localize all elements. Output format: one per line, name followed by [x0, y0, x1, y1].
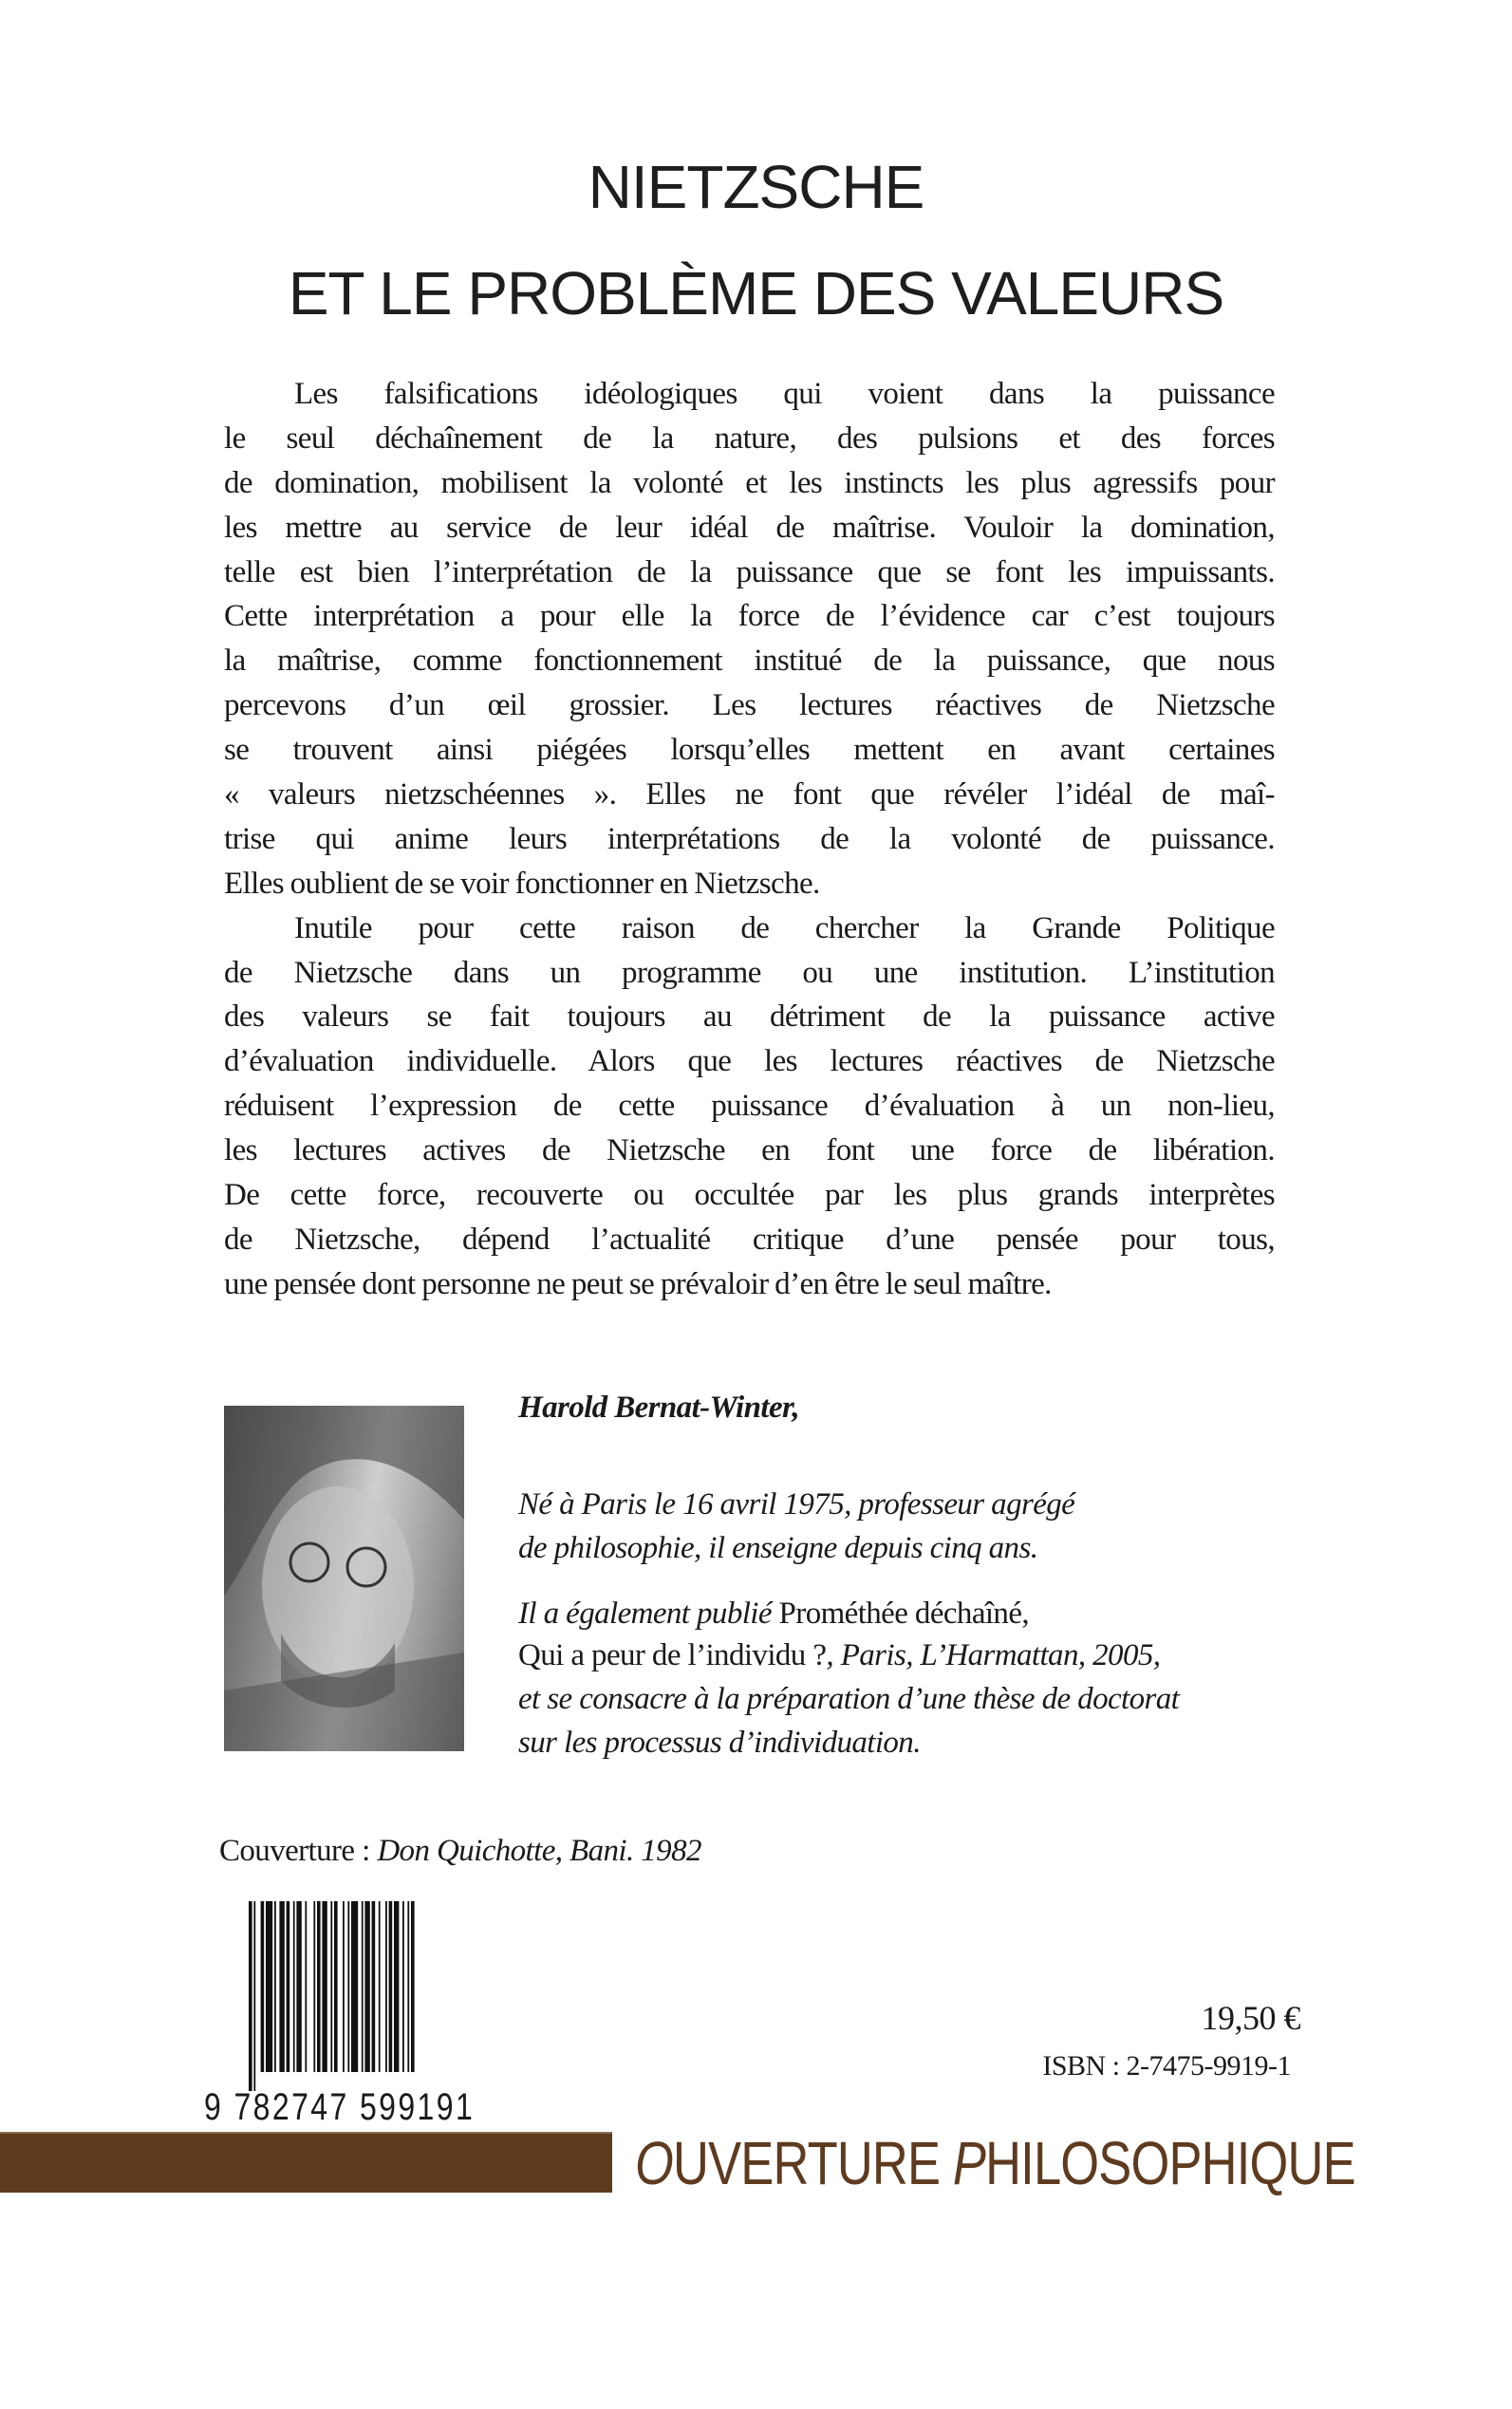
barcode-bar	[274, 1901, 276, 2072]
barcode-bar	[351, 1901, 358, 2072]
blurb-line: de domination, mobilisent la volonté et les instincts les plus agressifs pour	[224, 465, 1275, 500]
blurb-line: Cette interprétation a pour elle la force de l’évidence car c’est toujours	[224, 599, 1275, 634]
author-photo	[224, 1406, 464, 1751]
blurb-line: « valeurs nietzschéennes ». Elles ne font que révéler l’idéal de maî-	[224, 777, 1275, 812]
barcode-bar	[253, 1901, 255, 2091]
cover-credit	[219, 1834, 701, 1869]
series-word: HILOSOPHIQUE	[985, 2129, 1355, 2197]
barcode-bar	[322, 1901, 327, 2072]
series-initial: P	[952, 2129, 986, 2197]
blurb-line: Inutile pour cette raison de chercher la Grande Politique	[294, 910, 1275, 945]
isbn: ISBN : 2-7475-9919-1	[1042, 2050, 1291, 2082]
barcode-bar	[330, 1901, 332, 2072]
barcode-bar	[343, 1901, 345, 2072]
blurb-line: le seul déchaînement de la nature, des pulsions et des forces	[224, 420, 1275, 456]
barcode-digits: 9 782747 599191	[204, 2086, 476, 2128]
barcode-bar	[261, 1901, 265, 2072]
blurb-line: De cette force, recouverte ou occultée par les plus grands interprètes	[224, 1178, 1275, 1213]
barcode-bar	[389, 1901, 393, 2072]
back-cover-blurb	[224, 372, 1275, 1307]
series-word: UVERTURE	[673, 2129, 953, 2197]
blurb-line: réduisent l’expression de cette puissance d’évaluation à un non-lieu,	[224, 1089, 1275, 1124]
barcode-bar	[385, 1901, 387, 2072]
barcode-bar	[266, 1901, 272, 2072]
author-bio-line: Né à Paris le 16 avril 1975, professeur agrégé	[518, 1487, 1075, 1522]
barcode-bar	[411, 1901, 415, 2072]
publication-title: Prométhée déchaîné,	[771, 1597, 1030, 1631]
barcode-bar	[305, 1901, 307, 2072]
blurb-line: Les falsifications idéologiques qui voient dans la puissance	[294, 377, 1275, 411]
series-name	[635, 2128, 1355, 2198]
blurb-line: d’évaluation individuelle. Alors que les lectures réactives de Nietzsche	[224, 1044, 1275, 1079]
barcode-bar	[279, 1901, 284, 2072]
barcode-bar	[402, 1901, 404, 2072]
series-color-band	[0, 2132, 612, 2193]
barcode-bar	[362, 1901, 364, 2072]
price: 19,50 €	[1201, 1999, 1300, 2037]
blurb-line: les mettre au service de leur idéal de maîtrise. Vouloir la domination,	[224, 510, 1275, 545]
publication-details: , Paris, L’Harmattan, 2005,	[826, 1638, 1161, 1672]
blurb-line: percevons d’un œil grossier. Les lectures réactives de Nietzsche	[224, 688, 1275, 723]
cover-credit-work: Don Quichotte, Bani. 1982	[377, 1834, 701, 1868]
author-bio-line: sur les processus d’individuation.	[518, 1726, 921, 1760]
barcode-bar	[249, 1901, 252, 2091]
barcode-bar	[317, 1901, 321, 2072]
author-name: Harold Bernat-Winter,	[518, 1391, 800, 1425]
author-publication-line	[518, 1638, 1160, 1673]
book-title-line-2: ET LE PROBLÈME DES VALEURS	[288, 259, 1224, 327]
blurb-line: des valeurs se fait toujours au détriment de la puissance active	[224, 999, 1275, 1035]
barcode-bar	[372, 1901, 376, 2072]
barcode-bar	[394, 1901, 399, 2072]
blurb-line: une pensée dont personne ne peut se prévaloir d’en être le seul maître.	[224, 1266, 1052, 1301]
blurb-line: telle est bien l’interprétation de la puissance que se font les impuissants.	[224, 554, 1275, 589]
blurb-line: de Nietzsche, dépend l’actualité critique d’une pensée pour tous,	[224, 1222, 1275, 1257]
author-bio-line: de philosophie, il enseigne depuis cinq ans.	[518, 1531, 1038, 1565]
barcode-bar	[334, 1901, 338, 2072]
barcode-bar	[296, 1901, 301, 2072]
blurb-line: se trouvent ainsi piégées lorsqu’elles mettent en avant certaines	[224, 733, 1275, 768]
book-title-line-1: NIETZSCHE	[588, 153, 924, 221]
publication-intro: Il a également publié	[518, 1597, 772, 1631]
cover-credit-label: Couverture :	[219, 1834, 378, 1868]
blurb-line: trise qui anime leurs interprétations de la volonté de puissance.	[224, 821, 1275, 856]
barcode-bar	[364, 1901, 369, 2072]
barcode-bar	[313, 1901, 315, 2072]
author-publication-line	[518, 1597, 1029, 1632]
barcode-bar	[347, 1901, 349, 2072]
barcode	[249, 1901, 590, 2091]
barcode-bar	[287, 1901, 290, 2072]
author-bio-line: et se consacre à la préparation d’une thèse de doctorat	[518, 1682, 1180, 1716]
series-initial: O	[635, 2129, 674, 2197]
barcode-bar	[407, 1901, 409, 2072]
barcode-bar	[379, 1901, 381, 2072]
blurb-line: la maîtrise, comme fonctionnement institué de la puissance, que nous	[224, 644, 1275, 679]
barcode-bar	[293, 1901, 295, 2072]
blurb-line: de Nietzsche dans un programme ou une institution. L’institution	[224, 955, 1275, 990]
blurb-line: les lectures actives de Nietzsche en font une force de libération.	[224, 1133, 1275, 1168]
publication-title: Qui a peur de l’individu ?	[518, 1638, 827, 1672]
blurb-line: Elles oublient de se voir fonctionner en Nietzsche.	[224, 866, 820, 901]
